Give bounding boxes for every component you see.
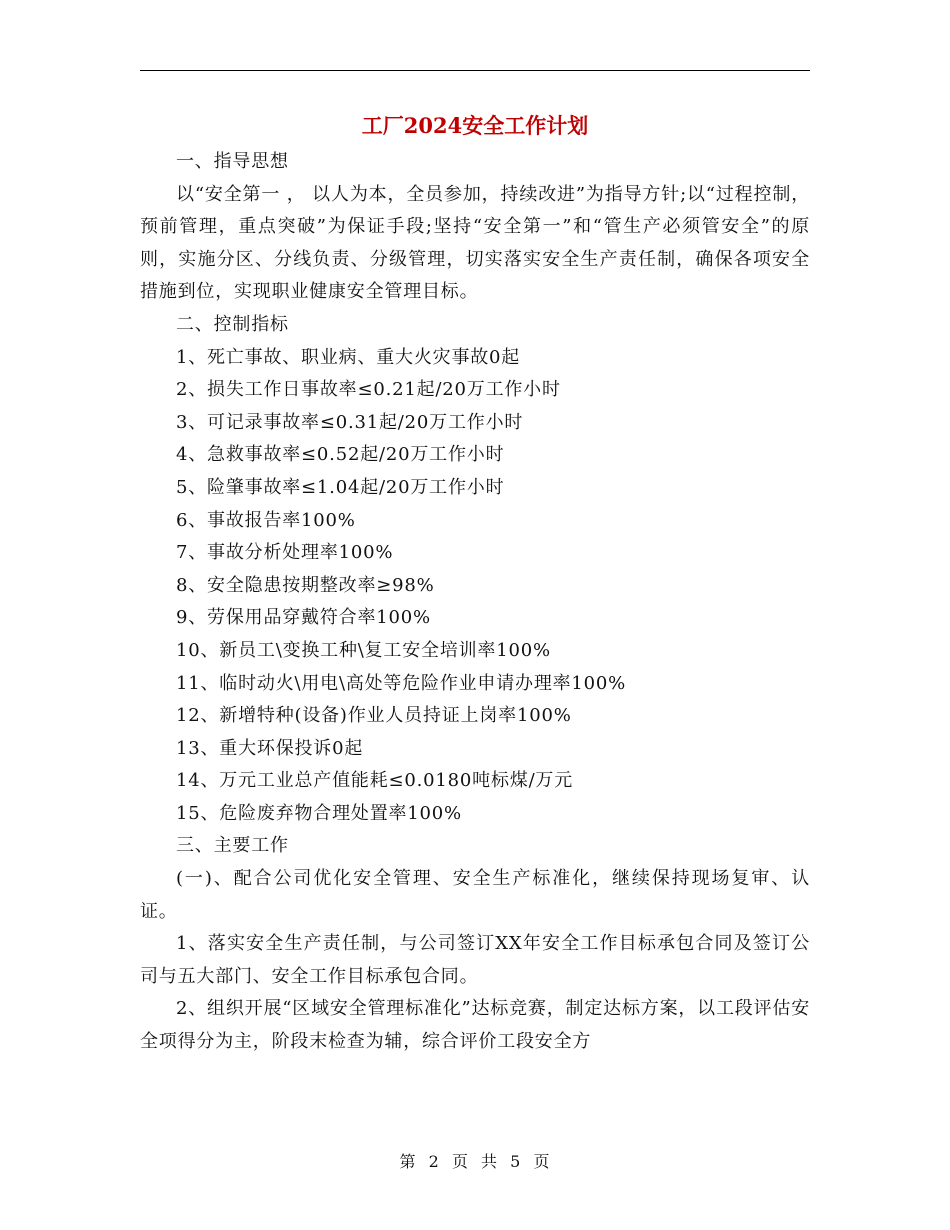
- subsection-heading: (一)、配合公司优化安全管理、安全生产标准化，继续保持现场复审、认证。: [140, 868, 810, 922]
- paragraph-guiding-text: 以“安全第一 ， 以人为本，全员参加，持续改进”为指导方针;以“过程控制，预前管理，重点突破”为保证手段;坚持“安全第一”和“管生产必须管安全”的原则，实施分区、分线负责、分级管理，切实落实安全生产责任制，确保各项安全措施到位，实现职业健康安全管理目标。: [140, 183, 810, 303]
- work-item: 2、组织开展“区域安全管理标准化”达标竞赛，制定达标方案，以工段评估安全项得分为主，阶段末检查为辅，综合评价工段安全方: [140, 998, 810, 1053]
- indicator-item: 7、事故分析处理率100%: [176, 542, 394, 564]
- indicator-item: 13、重大环保投诉0起: [176, 737, 364, 759]
- indicator-item: 3、可记录事故率≤0.31起/20万工作小时: [176, 411, 524, 433]
- header-rule: [140, 70, 810, 71]
- section-heading-indicators: 二、控制指标: [176, 313, 289, 335]
- indicator-item: 15、危险废弃物合理处置率100%: [176, 802, 462, 824]
- indicator-item: 6、事故报告率100%: [176, 509, 356, 531]
- indicator-item: 11、临时动火\用电\高处等危险作业申请办理率100%: [176, 672, 627, 694]
- document-title: 工厂2024安全工作计划: [361, 113, 589, 138]
- indicator-item: 8、安全隐患按期整改率≥98%: [176, 574, 435, 596]
- work-item: 1、落实安全生产责任制，与公司签订XX年安全工作目标承包合同及签订公司与五大部门、安全工作目标承包合同。: [140, 933, 810, 987]
- indicator-item: 5、险肇事故率≤1.04起/20万工作小时: [176, 476, 505, 498]
- footer-total-pages: 5: [510, 1152, 522, 1171]
- indicator-item: 10、新员工\变换工种\复工安全培训率100%: [176, 639, 551, 661]
- footer-total-unit: 页: [533, 1152, 551, 1171]
- footer-page-number: 2: [428, 1152, 440, 1171]
- section-heading-guiding: 一、指导思想: [176, 151, 289, 172]
- document-body: [140, 146, 810, 1059]
- footer-total-label: 共: [481, 1152, 499, 1171]
- indicator-item: 1、死亡事故、职业病、重大火灾事故0起: [176, 346, 521, 368]
- footer-page-unit: 页: [451, 1152, 469, 1171]
- indicator-item: 9、劳保用品穿戴符合率100%: [176, 607, 431, 629]
- footer-page-label: 第: [399, 1152, 417, 1171]
- page-footer: [0, 1150, 950, 1174]
- indicator-item: 12、新增特种(设备)作业人员持证上岗率100%: [176, 705, 572, 727]
- indicator-item: 4、急救事故率≤0.52起/20万工作小时: [176, 444, 505, 466]
- indicator-item: 2、损失工作日事故率≤0.21起/20万工作小时: [176, 379, 561, 401]
- section-heading-main-work: 三、主要工作: [176, 835, 289, 857]
- indicator-item: 14、万元工业总产值能耗≤0.0180吨标煤/万元: [176, 770, 574, 792]
